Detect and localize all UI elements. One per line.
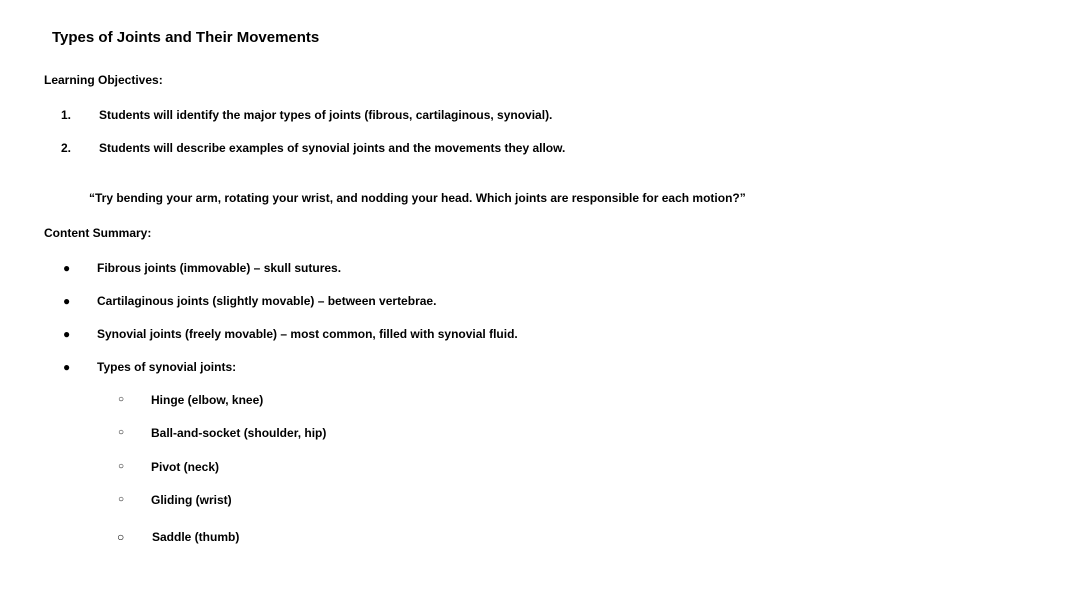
hollow-bullet-icon: ○ <box>118 394 125 405</box>
summary-bullet-text: Synovial joints (freely movable) – most common, filled with synovial fluid. <box>97 327 518 341</box>
hollow-bullet-icon: ○ <box>118 461 125 472</box>
objectives-heading: Learning Objectives: <box>44 73 163 87</box>
objective-text: Students will describe examples of synovial joints and the movements they allow. <box>99 141 566 155</box>
synovial-type-text: Ball-and-socket (shoulder, hip) <box>151 426 327 440</box>
summary-heading: Content Summary: <box>44 226 152 240</box>
summary-bullet-text: Fibrous joints (immovable) – skull sutures. <box>97 261 342 275</box>
list-number: 2. <box>61 141 72 155</box>
bullet-icon: ● <box>63 327 71 341</box>
hollow-bullet-icon: ○ <box>118 427 125 438</box>
objective-text: Students will identify the major types of joints (fibrous, cartilaginous, synovial). <box>99 108 553 122</box>
bullet-icon: ● <box>63 360 71 374</box>
synovial-type-text: Gliding (wrist) <box>151 493 232 507</box>
hollow-bullet-icon: ○ <box>118 494 125 505</box>
list-number: 1. <box>61 108 72 122</box>
synovial-type-text: Saddle (thumb) <box>152 530 240 544</box>
hollow-bullet-icon: ○ <box>117 530 125 544</box>
bullet-icon: ● <box>63 294 71 308</box>
page-title: Types of Joints and Their Movements <box>52 29 320 46</box>
synovial-type-text: Pivot (neck) <box>151 460 220 474</box>
hook-quote: “Try bending your arm, rotating your wrist, and nodding your head. Which joints are responsible for each motion?” <box>89 191 746 205</box>
bullet-icon: ● <box>63 261 71 275</box>
synovial-type-text: Hinge (elbow, knee) <box>151 393 264 407</box>
summary-bullet-text: Types of synovial joints: <box>97 360 237 374</box>
summary-bullet-text: Cartilaginous joints (slightly movable) – between vertebrae. <box>97 294 437 308</box>
